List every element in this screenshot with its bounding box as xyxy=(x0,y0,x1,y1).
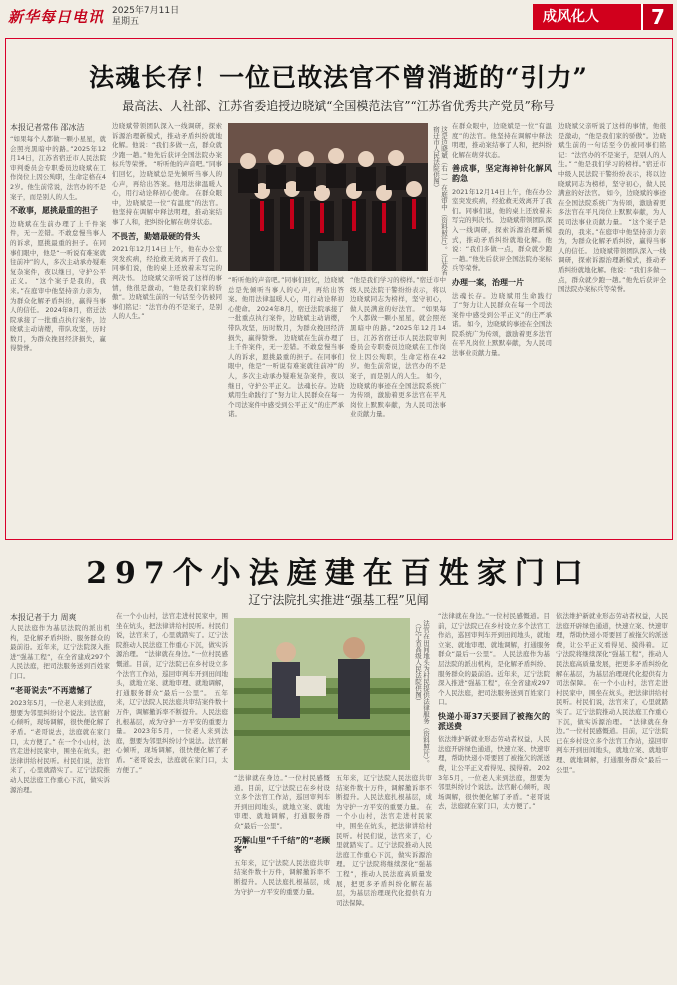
article2-headline: 297个小法庭建在百姓家门口 xyxy=(86,556,591,591)
article2-col6-para-c: 在一个小山村，法官走进村民家中，围坐在炕头，把法律讲给村民听。村民们说，法官来了，心里就踏实了。辽宁法院推动人民法庭工作重心下沉，做实诉源治理。 xyxy=(556,679,668,726)
article2-col1-para-b: 2023年5月，一位老人来到法庭，想要为邻里纠纷讨个说法。法官耐心倾听，现场调解，很快便化解了矛盾。“老哥说去，法庭就在家门口，太方便了。” xyxy=(10,699,110,746)
article2-col2-para-c: 五年来，辽宁法院人民法庭共审结案件数十万件，调解撤诉率不断提升。人民法庭扎根基层，成为守护一方平安的重要力量。 xyxy=(116,688,228,736)
article2-col2-para-b: “法律就在身边。”一位村民感慨道。目前，辽宁法院已在乡村设立多个法官工作站，巡回审判车开到田间地头，就地立案、就地审理、就地调解，打通服务群众“最后一公里”。 xyxy=(116,650,228,697)
article1-column-5 xyxy=(452,122,552,535)
article1-col2-para-a: 边晓斌带领团队深入一线调研，探索诉源治理新模式，推动矛盾纠纷就地化解。他说：“我们多做一点，群众就少跑一趟。”他先后获评全国法院办案标兵等荣誉。 xyxy=(112,122,222,169)
article2-photo-field xyxy=(234,618,410,770)
article2-col1-para-a: 人民法庭作为基层法院的派出机构，是化解矛盾纠纷、服务群众的最前沿。近年来，辽宁法院深入推进“强基工程”，在全省建成297个人民法庭，把司法服务送到百姓家门口。 xyxy=(10,624,110,680)
article1-col3-para-a3: 边晓斌在生前办理了上千件案件，无一差错。不敢怠慢当事人的诉求，愿挑最重的担子。在同事们眼中，他是“一听说有难案就往前冲”的人，多次主动承办疑难复杂案件，夜以继日，守护公平正义。 xyxy=(228,333,344,390)
section-name: 成风化人 xyxy=(533,4,655,30)
article2-col2-para-d: 2023年5月，一位老人来到法庭，想要为邻里纠纷讨个说法。法官耐心倾听，现场调解，很快便化解了矛盾。“老哥说去，法庭就在家门口，太方便了。” xyxy=(116,727,228,774)
article1-col6-para-d: “这个案子是我的，我来。”在庭审中他坚持亲力亲为，为群众化解矛盾纠纷，赢得当事人的信任。 xyxy=(558,217,666,255)
article1-col3-para-a: “听听他的声音吧。”同事们回忆，边晓斌总是先倾听当事人的心声，再给出答案。他用法律温暖人心，用行动诠释初心使命。 xyxy=(228,276,344,313)
article1-photo-caption: 这是边晓斌（右一）在庭审中（资料照片）。（江苏省宿迁市人民法院供图） xyxy=(432,126,448,276)
article2-col2-para-a: 在一个小山村，法官走进村民家中，围坐在炕头，把法律讲给村民听。村民们说，法官来了，心里就踏实了。辽宁法院推动人民法庭工作重心下沉，做实诉源治理。 xyxy=(116,612,228,659)
article2-photo-caption: 法官在田间地头为村民提供法律服务（资料照片）。（辽宁省高级人民法院供图） xyxy=(414,620,430,767)
article1-col6-para-c: 如今，边晓斌的事迹在全国法院系统广为传颂，激励着更多法官在平凡岗位上默默奉献，为人民司法事业贡献力量。 xyxy=(558,189,666,226)
dateline xyxy=(112,6,179,28)
article2-col5-subtitle: 快递小哥37天要回了被拖欠的派送费 xyxy=(438,711,550,731)
article1-column-1 xyxy=(10,135,106,535)
article2-column-4 xyxy=(336,774,432,982)
article1-col1-subtitle: 不敢事，愿挑最重的担子 xyxy=(10,206,98,216)
article2-col3-para-a: “法律就在身边。”一位村民感慨道。目前，辽宁法院已在乡村设立多个法官工作站，巡回审判车开到田间地头，就地立案、就地审理、就地调解，打通服务群众“最后一公里”。 xyxy=(234,774,330,830)
article2-col1-subtitle: “老哥说去”不再遗憾了 xyxy=(10,685,93,695)
article2-subhead: 辽宁法院扎实推进“强基工程”见闻 xyxy=(248,593,429,607)
article1-headline: 法魂长存！一位已故法官不曾消逝的“引力” xyxy=(89,63,588,92)
article1-col6-para-e: 边晓斌带领团队深入一线调研，探索诉源治理新模式，推动矛盾纠纷就地化解。他说：“我们多做一点，群众就少跑一趟。”他先后获评全国法院办案标兵等荣誉。 xyxy=(558,246,666,294)
article1-column-3 xyxy=(228,276,344,534)
article1-col1-para-a: “如果每个人都做一颗小星星，就会照亮黑暗中的路。”2025年12月14日，江苏省宿迁市人民法院审判委员会专职委员边晓斌在工作岗位上因公殉职，生命定格在42岁。他生前常说，法官办的不是案子，而是别人的人生。 xyxy=(10,135,106,201)
photo-field-illustration xyxy=(234,618,410,770)
article2-col5-para-b: 依法维护新就业形态劳动者权益，人民法庭开辟绿色通道，快速立案、快速审理，帮助快递小哥要回了被拖欠的派送费，让公平正义看得见、摸得着。 xyxy=(438,735,550,772)
article1-col5-para-c: 法魂长存。边晓斌用生命践行了“努力让人民群众在每一个司法案件中感受到公平正义”的庄严承诺。 xyxy=(452,291,552,329)
article2-col5-para-a: “法律就在身边。”一位村民感慨道。目前，辽宁法院已在乡村设立多个法官工作站，巡回审判车开到田间地头，就地立案、就地审理、就地调解，打通服务群众“最后一公里”。 xyxy=(438,612,550,659)
article1-col2-para-b: 2021年12月14日上午，他在办公室突发疾病，经抢救无效离开了我们。同事们说，他的桌上还放着未写完的判决书。 xyxy=(112,245,222,282)
article1-col2-para-b2: 边晓斌父亲听说了这样的事情，他很是激动，“他是我们家的骄傲”。边晓斌生前的一句话至今仍被同事们铭记：“法官办的不是案子，是别人的人生。” xyxy=(112,273,222,321)
article1-column-4 xyxy=(350,276,446,534)
article1-col5-para-c2: 如今，边晓斌的事迹在全国法院系统广为传颂，激励着更多法官在平凡岗位上默默奉献，为人民司法事业贡献力量。 xyxy=(452,320,552,358)
article1-col1-para-a-repeat: 2024年8月，宿迁法院承接了一批重点执行案件，边晓斌主动请缨，带队攻坚，历时数月，为群众挽回经济损失，赢得赞誉。 xyxy=(10,306,106,353)
article2-col6-para-b: 辽宁法院将继续深化“强基工程”，推动人民法庭高质量发展，把更多矛盾纠纷化解在基层，为基层治理现代化提供有力司法保障。 xyxy=(556,640,668,688)
article1-column-2 xyxy=(112,122,222,535)
photo-judges-illustration xyxy=(228,123,428,271)
article2-col4-para-b: 在一个小山村，法官走进村民家中，围坐在炕头，把法律讲给村民听。村民们说，法官来了，心里就踏实了。辽宁法院推动人民法庭工作重心下沉，做实诉源治理。 xyxy=(336,802,432,869)
article2-col6-para-d: “法律就在身边。”一位村民感慨道。目前，辽宁法院已在乡村设立多个法官工作站，巡回审判车开到田间地头，就地立案、就地审理、就地调解，打通服务群众“最后一公里”。 xyxy=(556,717,668,774)
article2-col4-para-a: 五年来，辽宁法院人民法庭共审结案件数十万件，调解撤诉率不断提升。人民法庭扎根基层，成为守护一方平安的重要力量。 xyxy=(336,774,432,811)
issue-date: 2025年7月11日 xyxy=(112,6,180,16)
article2-col1-para-c: 在一个小山村，法官走进村民家中，围坐在炕头，把法律讲给村民听。村民们说，法官来了，心里就踏实了。辽宁法院推动人民法庭工作重心下沉，做实诉源治理。 xyxy=(10,737,110,794)
article1-col5-para-b: 2021年12月14日上午，他在办公室突发疾病，经抢救无效离开了我们。同事们说，他的桌上还放着未写完的判决书。 xyxy=(452,187,552,225)
article1-col3-para-a2: 2024年8月，宿迁法院承接了一批重点执行案件，边晓斌主动请缨，带队攻坚，历时数月，为群众挽回经济损失，赢得赞誉。 xyxy=(228,304,344,342)
article1-col6-para-a: 边晓斌父亲听说了这样的事情，他很是激动，“他是我们家的骄傲”。边晓斌生前的一句话至今仍被同事们铭记：“法官办的不是案子，是别人的人生。” xyxy=(558,122,666,169)
article2-column-1 xyxy=(10,624,110,982)
article1-col4-para-a2: “如果每个人都做一颗小星星，就会照亮黑暗中的路。”2025年12月14日，江苏省宿迁市人民法院审判委员会专职委员边晓斌在工作岗位上因公殉职，生命定格在42岁。他生前常说，法官办的不是案子，而是别人的人生。 xyxy=(350,304,446,380)
article1-byline: 本报记者常伟 邵冰洁 xyxy=(10,123,85,132)
article1-col6-para-b: “他是我们学习的榜样。”宿迁市中级人民法院干警纷纷表示，将以边晓斌同志为榜样，坚守初心，做人民满意的好法官。 xyxy=(558,160,666,198)
article1-col5-para-b2: 边晓斌带领团队深入一线调研，探索诉源治理新模式，推动矛盾纠纷就地化解。他说：“我们多做一点，群众就少跑一趟。”他先后获评全国法院办案标兵等荣誉。 xyxy=(452,216,552,273)
newspaper-logo: 新华每日电讯 xyxy=(8,8,105,26)
masthead xyxy=(0,0,677,36)
article1-column-6 xyxy=(558,122,666,535)
article1-col1-para-c: “这个案子是我的，我来。”在庭审中他坚持亲力亲为，为群众化解矛盾纠纷，赢得当事人的信任。 xyxy=(10,277,106,315)
article1-subhead: 最高法、人社部、江苏省委追授边晓斌“全国模范法官”“江苏省优秀共产党员”称号 xyxy=(122,99,555,113)
article1-col5-para-a: 在群众眼中，边晓斌是一位“有温度”的法官。他坚持在调解中释法明理，推动案结事了人和，把纠纷化解在萌芽状态。 xyxy=(452,122,552,159)
article2-byline: 本报记者于力 周爽 xyxy=(10,613,77,622)
article1-col5-subtitle: 善成事，坚定海神针化解风韵急 xyxy=(452,164,552,183)
article1-col2-para-a3: 在群众眼中，边晓斌是一位“有温度”的法官。他坚持在调解中释法明理，推动案结事了人和，把纠纷化解在萌芽状态。 xyxy=(112,189,222,226)
article1-col4-para-a: “他是我们学习的榜样。”宿迁市中级人民法院干警纷纷表示，将以边晓斌同志为榜样，坚守初心，做人民满意的好法官。 xyxy=(350,276,446,313)
article2-col4-para-c: 辽宁法院将继续深化“强基工程”，推动人民法庭高质量发展，把更多矛盾纠纷化解在基层，为基层治理现代化提供有力司法保障。 xyxy=(336,860,432,907)
article2-column-5 xyxy=(438,612,550,982)
article2-col3-subtitle: 巧解山里“千千结”的“老顾客” xyxy=(234,835,330,855)
article2-col6-para-a: 依法维护新就业形态劳动者权益，人民法庭开辟绿色通道，快速立案、快速审理，帮助快递小哥要回了被拖欠的派送费，让公平正义看得见、摸得着。 xyxy=(556,612,668,649)
article1-col3-para-a4: 法魂长存。边晓斌用生命践行了“努力让人民群众在每一个司法案件中感受到公平正义”的庄严承诺。 xyxy=(228,381,344,419)
article1-col2-subtitle: 不畏苦，勤嬉最硬的骨头 xyxy=(112,231,200,241)
article2-col5-para-c: 2023年5月，一位老人来到法庭，想要为邻里纠纷讨个说法。法官耐心倾听，现场调解，很快便化解了矛盾。“老哥说去，法庭就在家门口，太方便了。” xyxy=(438,763,550,811)
article1-col2-para-a2: “听听他的声音吧。”同事们回忆，边晓斌总是先倾听当事人的心声，再给出答案。他用法律温暖人心，用行动诠释初心使命。 xyxy=(112,160,222,198)
article2-column-6 xyxy=(556,612,668,982)
article2-column-3 xyxy=(234,774,330,982)
article1-col1-para-b: 边晓斌在生前办理了上千件案件，无一差错。不敢怠慢当事人的诉求，愿挑最重的担子。在同事们眼中，他是“一听说有难案就往前冲”的人，多次主动承办疑难复杂案件，夜以继日，守护公平正义。 xyxy=(10,219,106,286)
issue-weekday: 星期五 xyxy=(112,17,140,27)
article2-col5-para-a2: 人民法庭作为基层法院的派出机构，是化解矛盾纠纷、服务群众的最前沿。近年来，辽宁法院深入推进“强基工程”，在全省建成297个人民法庭，把司法服务送到百姓家门口。 xyxy=(438,650,550,707)
article1-photo-judges xyxy=(228,123,428,271)
article1-col5-subtitle-2: 办理一案，治理一片 xyxy=(452,277,524,287)
page-number: 7 xyxy=(641,4,673,30)
article2-column-2 xyxy=(116,612,228,982)
article1-col4-para-a3: 如今，边晓斌的事迹在全国法院系统广为传颂，激励着更多法官在平凡岗位上默默奉献，为人民司法事业贡献力量。 xyxy=(350,371,446,419)
article2-col3-para-b: 五年来，辽宁法院人民法庭共审结案件数十万件，调解撤诉率不断提升。人民法庭扎根基层，成为守护一方平安的重要力量。 xyxy=(234,858,330,896)
